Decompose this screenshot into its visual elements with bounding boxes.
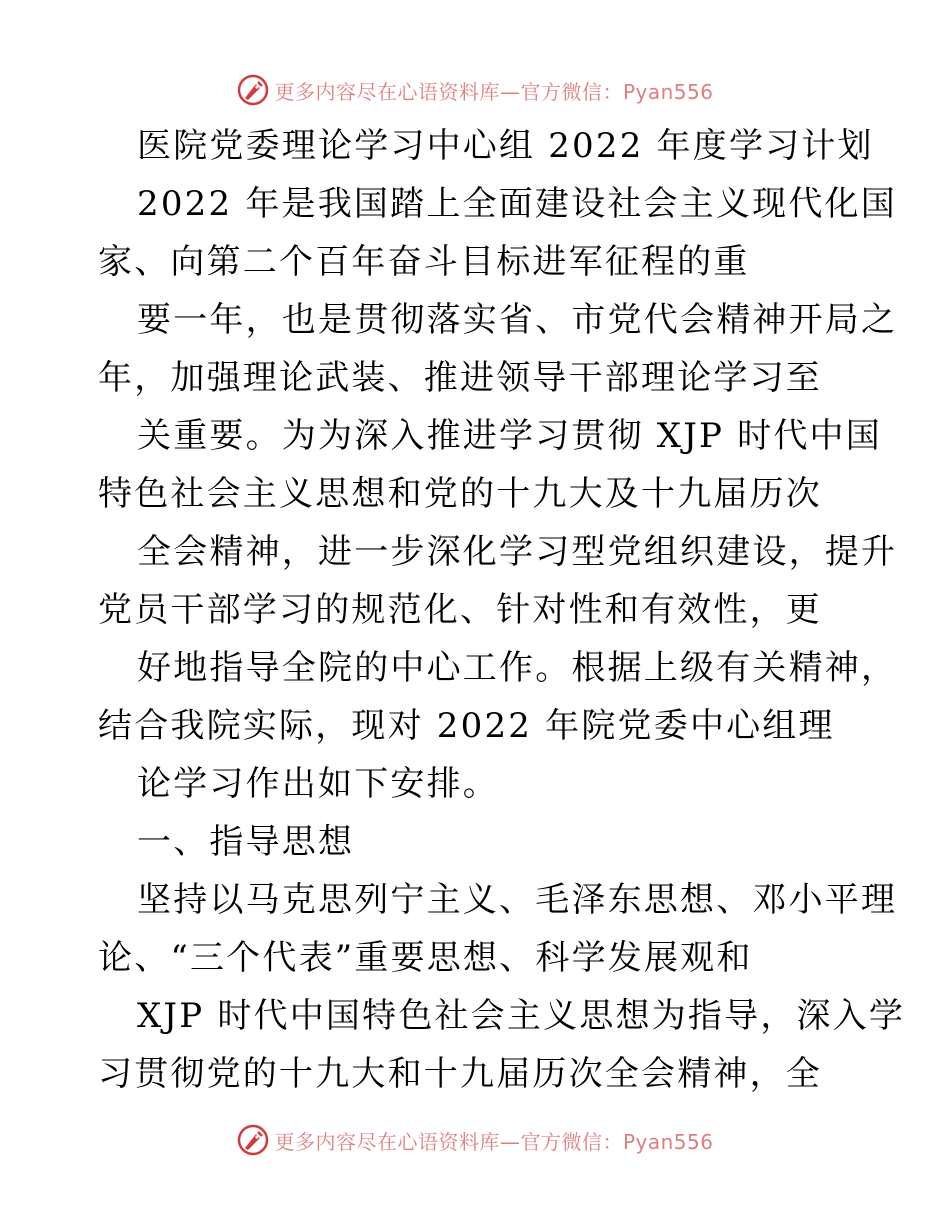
paragraph-line: 论、“三个代表”重要思想、科学发展观和: [98, 938, 753, 978]
document-title: 医院党委理论学习中心组 2022 年度学习计划: [137, 126, 874, 166]
pen-nib-logo-icon: [236, 73, 270, 107]
watermark-text: 更多内容尽在心语资料库—官方微信：Pyan556: [274, 1129, 714, 1154]
paragraph-line: 全会精神，进一步深化学习型党组织建设，提升: [137, 532, 898, 572]
section-heading: 一、指导思想: [137, 822, 355, 862]
paragraph-line: 家、向第二个百年奋斗目标进军征程的重: [98, 242, 750, 282]
paragraph-line: 2022 年是我国踏上全面建设社会主义现代化国: [137, 184, 897, 224]
paragraph-line: 特色社会主义思想和党的十九大及十九届历次: [98, 474, 822, 514]
paragraph-line: 结合我院实际，现对 2022 年院党委中心组理: [98, 706, 835, 746]
paragraph-line: 党员干部学习的规范化、针对性和有效性，更: [98, 590, 822, 630]
paragraph-line: 好地指导全院的中心工作。根据上级有关精神，: [137, 648, 898, 688]
paragraph-line: 要一年，也是贯彻落实省、市党代会精神开局之: [137, 300, 898, 340]
paragraph-line: 习贯彻党的十九大和十九届历次全会精神，全: [98, 1054, 822, 1094]
paragraph-line: 年，加强理论武装、推进领导干部理论学习至: [98, 358, 822, 398]
paragraph-line: 论学习作出如下安排。: [137, 764, 499, 804]
paragraph-line: XJP 时代中国特色社会主义思想为指导，深入学: [137, 996, 906, 1036]
paragraph-line: 关重要。为为深入推进学习贯彻 XJP 时代中国: [137, 416, 882, 456]
watermark-banner-top: [0, 70, 950, 110]
watermark-banner-bottom: [0, 1120, 950, 1160]
watermark-text: 更多内容尽在心语资料库—官方微信：Pyan556: [274, 79, 714, 104]
pen-nib-logo-icon: [236, 1123, 270, 1157]
paragraph-line: 坚持以马克思列宁主义、毛泽东思想、邓小平理: [137, 880, 898, 920]
